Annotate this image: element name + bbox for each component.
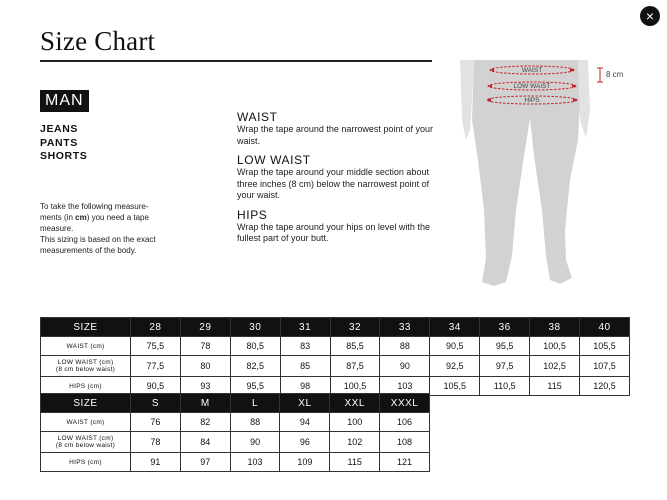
category-list xyxy=(40,123,87,164)
table-cell: 91 xyxy=(131,453,181,472)
row-label: WAIST (cm) xyxy=(41,337,131,356)
table-cell: 90,5 xyxy=(131,377,181,396)
table-header-row xyxy=(41,394,430,413)
size-header-cell: 34 xyxy=(430,318,480,337)
category-item: JEANS xyxy=(40,123,79,135)
table-cell: 100 xyxy=(330,413,380,432)
size-header-cell: 32 xyxy=(330,318,380,337)
table-cell: 97,5 xyxy=(480,356,530,377)
hips-label: HIPS xyxy=(524,97,540,104)
unit-emphasis: cm xyxy=(75,213,87,222)
table-row-low-waist xyxy=(41,432,430,453)
intro-line: ments (in cm) you need a tape xyxy=(40,213,149,222)
table-row-waist xyxy=(41,337,630,356)
page-title: Size Chart xyxy=(40,26,156,56)
table-cell: 78 xyxy=(180,337,230,356)
row-label: HIPS (cm) xyxy=(41,377,131,396)
close-button[interactable] xyxy=(640,6,660,26)
instruction-text: Wrap the tape around your hips on level with the fullest part of your butt. xyxy=(237,221,430,243)
instruction-waist xyxy=(237,110,442,147)
table-cell: 96 xyxy=(280,432,330,453)
size-header-cell: 40 xyxy=(580,318,630,337)
intro-text xyxy=(40,201,190,256)
row-label: HIPS (cm) xyxy=(41,453,131,472)
table-cell: 92,5 xyxy=(430,356,480,377)
table-cell: 102 xyxy=(330,432,380,453)
table-cell: 75,5 xyxy=(131,337,181,356)
table-cell: 87,5 xyxy=(330,356,380,377)
instruction-text: Wrap the tape around your middle section about three inches (8 cm) below the narrowest point of your waist. xyxy=(237,167,430,200)
table-cell: 80,5 xyxy=(230,337,280,356)
table-row-waist xyxy=(41,413,430,432)
size-header-cell: S xyxy=(131,394,181,413)
intro-line: To take the following measure- xyxy=(40,202,149,211)
instruction-text: Wrap the tape around the narrowest point of your waist. xyxy=(237,124,433,146)
table-cell: 102,5 xyxy=(530,356,580,377)
table-cell: 97 xyxy=(180,453,230,472)
category-item: PANTS xyxy=(40,136,78,149)
close-icon: × xyxy=(645,8,655,24)
row-label: LOW WAIST (cm) (8 cm below waist) xyxy=(41,356,131,377)
instruction-title: LOW WAIST xyxy=(237,153,311,167)
table-row-low-waist xyxy=(41,356,630,377)
table-cell: 105,5 xyxy=(430,377,480,396)
header-size-label: SIZE xyxy=(41,394,131,413)
table-cell: 121 xyxy=(380,453,430,472)
offset-indicator xyxy=(597,68,624,82)
size-header-cell: 33 xyxy=(380,318,430,337)
size-header-cell: 36 xyxy=(480,318,530,337)
table-cell: 120,5 xyxy=(580,377,630,396)
table-cell: 90,5 xyxy=(430,337,480,356)
table-cell: 103 xyxy=(230,453,280,472)
table-cell: 106 xyxy=(380,413,430,432)
table-cell: 100,5 xyxy=(330,377,380,396)
intro-line: measurements of the body. xyxy=(40,246,137,255)
body-silhouette xyxy=(460,60,590,286)
size-header-cell: 31 xyxy=(280,318,330,337)
size-header-cell: M xyxy=(180,394,230,413)
table-cell: 83 xyxy=(280,337,330,356)
title-divider xyxy=(40,60,432,62)
table-cell: 95,5 xyxy=(230,377,280,396)
table-cell: 85,5 xyxy=(330,337,380,356)
table-cell: 84 xyxy=(180,432,230,453)
size-header-cell: XL xyxy=(280,394,330,413)
table-cell: 94 xyxy=(280,413,330,432)
table-cell: 77,5 xyxy=(131,356,181,377)
table-cell: 95,5 xyxy=(480,337,530,356)
table-cell: 98 xyxy=(280,377,330,396)
size-header-cell: XXL xyxy=(330,394,380,413)
size-header-cell: XXXL xyxy=(380,394,430,413)
table-cell: 115 xyxy=(330,453,380,472)
size-header-cell: 28 xyxy=(131,318,181,337)
size-table-numeric xyxy=(40,317,630,396)
instruction-low-waist xyxy=(237,153,442,202)
table-cell: 100,5 xyxy=(530,337,580,356)
table-cell: 82 xyxy=(180,413,230,432)
row-label: WAIST (cm) xyxy=(41,413,131,432)
table-cell: 103 xyxy=(380,377,430,396)
category-item: SHORTS xyxy=(40,150,88,162)
table-cell: 90 xyxy=(230,432,280,453)
row-label: LOW WAIST (cm) (8 cm below waist) xyxy=(41,432,131,453)
table-cell: 90 xyxy=(380,356,430,377)
waist-label: WAIST xyxy=(521,67,543,74)
intro-line: This sizing is based on the exact xyxy=(40,235,156,244)
table-cell: 82,5 xyxy=(230,356,280,377)
size-header-cell: 38 xyxy=(530,318,580,337)
table-cell: 76 xyxy=(131,413,181,432)
body-measurement-figure xyxy=(460,60,635,290)
table-cell: 93 xyxy=(180,377,230,396)
size-header-cell: 30 xyxy=(230,318,280,337)
size-header-cell: L xyxy=(230,394,280,413)
size-table-letter xyxy=(40,393,430,472)
low-waist-label: LOW WAIST xyxy=(513,83,551,90)
measurement-instructions xyxy=(237,110,442,251)
table-cell: 78 xyxy=(131,432,181,453)
offset-label: 8 cm xyxy=(606,70,624,79)
table-row-hips xyxy=(41,453,430,472)
table-cell: 108 xyxy=(380,432,430,453)
table-cell: 107,5 xyxy=(580,356,630,377)
table-cell: 105,5 xyxy=(580,337,630,356)
table-cell: 88 xyxy=(380,337,430,356)
gender-badge: MAN xyxy=(40,90,89,112)
table-header-row xyxy=(41,318,630,337)
instruction-title: WAIST xyxy=(237,110,278,124)
intro-line: measure. xyxy=(40,224,74,233)
table-cell: 85 xyxy=(280,356,330,377)
table-cell: 110,5 xyxy=(480,377,530,396)
size-header-cell: 29 xyxy=(180,318,230,337)
header-size-label: SIZE xyxy=(41,318,131,337)
instruction-title: HIPS xyxy=(237,207,268,222)
table-cell: 88 xyxy=(230,413,280,432)
table-cell: 115 xyxy=(530,377,580,396)
table-cell: 80 xyxy=(180,356,230,377)
table-cell: 109 xyxy=(280,453,330,472)
instruction-hips xyxy=(237,208,442,245)
